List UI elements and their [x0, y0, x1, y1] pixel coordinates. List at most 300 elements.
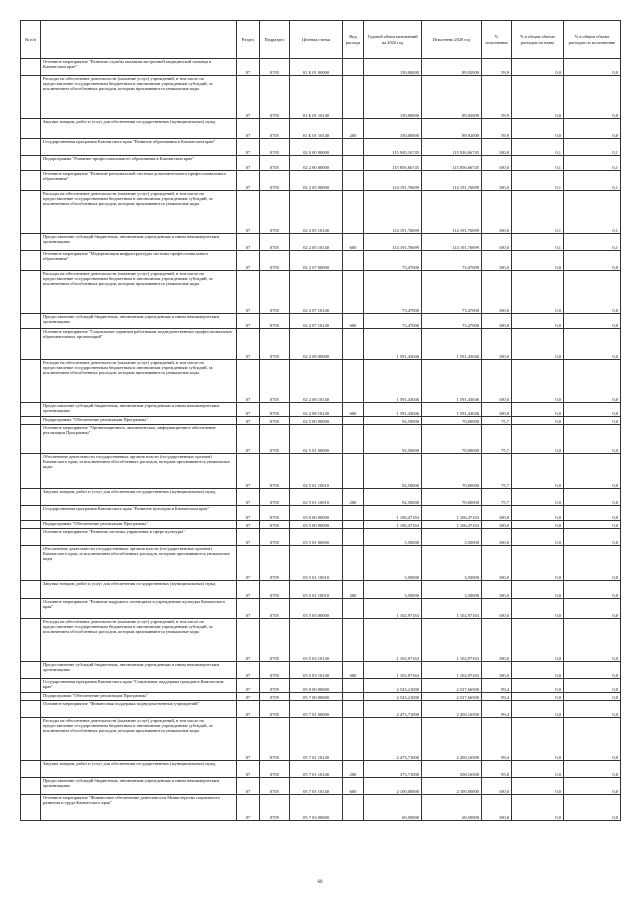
cell-executed: 115 856,66745 [422, 156, 482, 171]
cell-podrazdel: 0705 [260, 662, 290, 679]
cell-annual-plan: 114 191,76699 [364, 191, 422, 234]
cell-executed: 89,92000 [422, 76, 482, 119]
cell-podrazdel: 0705 [260, 718, 290, 761]
cell-razdel: 07 [237, 546, 260, 581]
cell-share-plan: 0,0 [512, 546, 564, 581]
cell-name: Предоставление субсидий бюджетным, автономным учреждениям и иным некоммерческим организациям [41, 778, 237, 795]
table-row [21, 191, 621, 234]
table-row [21, 156, 621, 171]
cell-share-executed: 0,1 [564, 139, 621, 156]
header-expense-type: Вид расхода [343, 21, 364, 59]
cell-num [21, 76, 41, 119]
cell-executed: 1 591,43046 [422, 329, 482, 360]
cell-expense-type [343, 506, 364, 521]
cell-execution-percent: 100,0 [482, 778, 512, 795]
cell-share-executed: 0,0 [564, 718, 621, 761]
cell-podrazdel: 0705 [260, 425, 290, 454]
cell-target-article: 01 Б 01 10140 [290, 76, 343, 119]
cell-share-executed: 0,0 [564, 701, 621, 718]
cell-expense-type: 200 [343, 761, 364, 778]
cell-name: Основное мероприятие "Финансовое обеспечение деятельности Министерства социального развития и труда Камчатского края" [41, 795, 237, 821]
cell-podrazdel: 0705 [260, 546, 290, 581]
cell-podrazdel: 0705 [260, 76, 290, 119]
cell-execution-percent: 100,0 [482, 619, 512, 662]
cell-expense-type [343, 619, 364, 662]
cell-target-article: 05 7 01 10140 [290, 761, 343, 778]
cell-expense-type: 600 [343, 403, 364, 417]
cell-share-plan: 0,0 [512, 271, 564, 314]
cell-share-plan: 0,0 [512, 59, 564, 76]
cell-share-executed: 0,0 [564, 546, 621, 581]
cell-expense-type [343, 251, 364, 271]
cell-share-plan: 0,1 [512, 191, 564, 234]
cell-share-plan: 0,0 [512, 506, 564, 521]
cell-executed: 114 191,76699 [422, 234, 482, 251]
cell-share-plan: 0,0 [512, 778, 564, 795]
cell-share-executed: 0,0 [564, 529, 621, 546]
cell-num [21, 546, 41, 581]
cell-podrazdel: 0705 [260, 271, 290, 314]
cell-razdel: 07 [237, 139, 260, 156]
cell-expense-type [343, 795, 364, 821]
cell-expense-type [343, 529, 364, 546]
cell-target-article: 02 2 07 00000 [290, 251, 343, 271]
cell-target-article: 03 5 01 10010 [290, 581, 343, 599]
table-row [21, 761, 621, 778]
cell-execution-percent: 59,9 [482, 119, 512, 139]
cell-razdel: 07 [237, 662, 260, 679]
cell-share-executed: 0,0 [564, 76, 621, 119]
cell-expense-type: 600 [343, 234, 364, 251]
cell-executed: 70,00000 [422, 454, 482, 489]
table-row [21, 662, 621, 679]
cell-expense-type [343, 718, 364, 761]
cell-execution-percent: 100,0 [482, 360, 512, 403]
cell-target-article: 02 2 05 00000 [290, 171, 343, 191]
cell-share-plan: 0,0 [512, 761, 564, 778]
header-razdel: Раздел [237, 21, 260, 59]
cell-executed: 2 527,66500 [422, 693, 482, 701]
cell-razdel: 07 [237, 59, 260, 76]
header-target-article: Целевая статья [290, 21, 343, 59]
cell-num [21, 271, 41, 314]
cell-annual-plan: 1 591,43046 [364, 329, 422, 360]
cell-share-executed: 0,1 [564, 191, 621, 234]
header-row [21, 21, 621, 59]
cell-name: Основное мероприятие "Социальные гарантии работникам подведомственных профессиональных образовательных организаций" [41, 329, 237, 360]
table-row [21, 619, 621, 662]
cell-razdel: 07 [237, 701, 260, 718]
cell-execution-percent: 100,0 [482, 156, 512, 171]
cell-share-plan: 0,0 [512, 329, 564, 360]
cell-share-executed: 0,0 [564, 599, 621, 619]
cell-annual-plan: 1 102,97163 [364, 619, 422, 662]
table-row [21, 454, 621, 489]
cell-podrazdel: 0705 [260, 795, 290, 821]
cell-podrazdel: 0705 [260, 701, 290, 718]
cell-share-plan: 0,0 [512, 529, 564, 546]
cell-executed: 114 191,76699 [422, 171, 482, 191]
cell-num [21, 171, 41, 191]
cell-expense-type: 600 [343, 314, 364, 329]
cell-razdel: 07 [237, 425, 260, 454]
cell-execution-percent: 75,7 [482, 417, 512, 425]
cell-name: Предоставление субсидий бюджетным, автономным учреждениям и иным некоммерческим организациям [41, 314, 237, 329]
cell-name: Расходы на обеспечение деятельности (оказание услуг) учреждений, в том числе на предоставление государственным бюджетным и автономным учреждениям субсидий, за исключением обособленных расходов, которым присваиваются уникальные коды [41, 619, 237, 662]
header-share-plan: % в общем объеме расходов на плаву [512, 21, 564, 59]
cell-num [21, 425, 41, 454]
cell-expense-type: 200 [343, 489, 364, 506]
cell-executed: 73,47000 [422, 314, 482, 329]
cell-annual-plan: 2 473,71000 [364, 718, 422, 761]
cell-share-executed: 0,0 [564, 271, 621, 314]
cell-target-article: 02 2 07 10140 [290, 271, 343, 314]
cell-share-executed: 0,0 [564, 360, 621, 403]
cell-execution-percent: 100,0 [482, 599, 512, 619]
table-row [21, 59, 621, 76]
cell-annual-plan: 92,50000 [364, 417, 422, 425]
cell-share-plan: 0,0 [512, 718, 564, 761]
cell-share-plan: 0,0 [512, 693, 564, 701]
cell-num [21, 454, 41, 489]
cell-expense-type [343, 271, 364, 314]
cell-executed: 1 102,97163 [422, 599, 482, 619]
cell-target-article: 05 7 00 00000 [290, 693, 343, 701]
cell-expense-type [343, 139, 364, 156]
cell-num [21, 506, 41, 521]
cell-podrazdel: 0705 [260, 679, 290, 693]
cell-executed: 69,50000 [422, 795, 482, 821]
cell-razdel: 07 [237, 795, 260, 821]
cell-share-plan: 0,0 [512, 251, 564, 271]
cell-share-executed: 0,0 [564, 521, 621, 529]
cell-executed: 3,50000 [422, 529, 482, 546]
cell-name: Подпрограмма "Обеспечение реализации Программы" [41, 521, 237, 529]
cell-executed: 1 106,47163 [422, 506, 482, 521]
cell-share-executed: 0,1 [564, 234, 621, 251]
cell-podrazdel: 0705 [260, 761, 290, 778]
cell-name: Предоставление субсидий бюджетным, автономным учреждениям и иным некоммерческим организациям [41, 403, 237, 417]
cell-execution-percent: 100,0 [482, 546, 512, 581]
cell-share-plan: 0,0 [512, 403, 564, 417]
cell-annual-plan: 1 591,43046 [364, 360, 422, 403]
cell-executed: 70,00000 [422, 417, 482, 425]
cell-target-article: 02 2 08 00000 [290, 329, 343, 360]
table-body [21, 59, 621, 821]
cell-execution-percent: 100,0 [482, 795, 512, 821]
cell-expense-type [343, 599, 364, 619]
cell-name: Подпрограмма "Обеспечение реализации Программы" [41, 693, 237, 701]
cell-annual-plan: 1 591,43046 [364, 403, 422, 417]
cell-razdel: 07 [237, 271, 260, 314]
table-row [21, 529, 621, 546]
cell-execution-percent: 100,0 [482, 506, 512, 521]
cell-num [21, 718, 41, 761]
cell-razdel: 07 [237, 314, 260, 329]
cell-razdel: 07 [237, 76, 260, 119]
cell-expense-type [343, 329, 364, 360]
cell-share-executed: 0,0 [564, 403, 621, 417]
cell-target-article: 02 2 00 00000 [290, 156, 343, 171]
table-row [21, 701, 621, 718]
cell-expense-type [343, 521, 364, 529]
cell-execution-percent: 100,0 [482, 329, 512, 360]
cell-razdel: 07 [237, 679, 260, 693]
cell-execution-percent: 99,4 [482, 718, 512, 761]
cell-num [21, 679, 41, 693]
cell-executed: 1 102,97163 [422, 619, 482, 662]
cell-razdel: 07 [237, 761, 260, 778]
cell-num [21, 156, 41, 171]
cell-target-article: 01 Б 01 00000 [290, 59, 343, 76]
cell-num [21, 360, 41, 403]
table-row [21, 271, 621, 314]
cell-share-executed: 0,0 [564, 251, 621, 271]
cell-execution-percent: 100,0 [482, 529, 512, 546]
cell-target-article: 02 2 05 10140 [290, 191, 343, 234]
cell-num [21, 599, 41, 619]
cell-expense-type [343, 417, 364, 425]
cell-share-executed: 0,0 [564, 761, 621, 778]
cell-num [21, 778, 41, 795]
cell-podrazdel: 0705 [260, 529, 290, 546]
cell-target-article: 05 7 01 00000 [290, 701, 343, 718]
cell-execution-percent: 100,0 [482, 314, 512, 329]
cell-num [21, 251, 41, 271]
cell-num [21, 59, 41, 76]
cell-num [21, 403, 41, 417]
cell-executed: 1 102,97163 [422, 662, 482, 679]
cell-share-executed: 0,0 [564, 417, 621, 425]
cell-name: Основное мероприятие "Модернизация инфраструктуры системы профессионального образования" [41, 251, 237, 271]
cell-share-plan: 0,0 [512, 76, 564, 119]
cell-name: Основное мероприятие "Развитие системы управления в сфере культуры" [41, 529, 237, 546]
cell-annual-plan: 1 106,47163 [364, 521, 422, 529]
cell-execution-percent: 100,0 [482, 271, 512, 314]
cell-razdel: 07 [237, 529, 260, 546]
cell-razdel: 07 [237, 599, 260, 619]
cell-podrazdel: 0705 [260, 693, 290, 701]
cell-expense-type [343, 76, 364, 119]
cell-executed: 2 527,66500 [422, 679, 482, 693]
cell-podrazdel: 0705 [260, 360, 290, 403]
cell-name: Предоставление субсидий бюджетным, автономным учреждениям и иным некоммерческим организациям [41, 234, 237, 251]
cell-share-executed: 0,0 [564, 679, 621, 693]
cell-execution-percent: 99,4 [482, 701, 512, 718]
cell-share-executed: 0,0 [564, 59, 621, 76]
cell-target-article: 01 Б 01 10140 [290, 119, 343, 139]
cell-num [21, 761, 41, 778]
cell-num [21, 119, 41, 139]
cell-podrazdel: 0705 [260, 599, 290, 619]
cell-share-plan: 0,1 [512, 139, 564, 156]
cell-target-article: 02 2 07 10140 [290, 314, 343, 329]
cell-annual-plan: 73,47000 [364, 251, 422, 271]
cell-num [21, 795, 41, 821]
cell-target-article: 02 5 00 00000 [290, 417, 343, 425]
cell-annual-plan: 69,50000 [364, 795, 422, 821]
cell-num [21, 234, 41, 251]
cell-execution-percent: 100,0 [482, 234, 512, 251]
cell-share-executed: 0,0 [564, 314, 621, 329]
cell-annual-plan: 150,00000 [364, 119, 422, 139]
cell-share-executed: 0,0 [564, 506, 621, 521]
cell-expense-type [343, 59, 364, 76]
cell-executed: 89,92000 [422, 59, 482, 76]
cell-share-executed: 0,0 [564, 425, 621, 454]
table-row [21, 546, 621, 581]
table-row [21, 329, 621, 360]
cell-expense-type [343, 425, 364, 454]
cell-target-article: 03 5 00 00000 [290, 521, 343, 529]
table-row [21, 251, 621, 271]
cell-target-article: 03 5 03 00000 [290, 599, 343, 619]
cell-annual-plan: 92,50000 [364, 425, 422, 454]
cell-annual-plan: 114 191,76699 [364, 171, 422, 191]
cell-num [21, 314, 41, 329]
cell-razdel: 07 [237, 191, 260, 234]
cell-target-article: 05 7 01 10140 [290, 778, 343, 795]
cell-expense-type [343, 360, 364, 403]
cell-podrazdel: 0705 [260, 778, 290, 795]
cell-target-article: 02 2 08 10140 [290, 360, 343, 403]
cell-annual-plan: 92,50000 [364, 454, 422, 489]
cell-podrazdel: 0705 [260, 234, 290, 251]
cell-name: Основное мероприятие "Развитие региональной системы дополнительного профессионального образования" [41, 171, 237, 191]
cell-executed: 89,92000 [422, 119, 482, 139]
cell-executed: 1 591,43046 [422, 360, 482, 403]
cell-target-article: 03 5 03 10140 [290, 619, 343, 662]
cell-share-plan: 0,0 [512, 679, 564, 693]
cell-share-executed: 0,0 [564, 119, 621, 139]
cell-executed: 3,50000 [422, 581, 482, 599]
cell-num [21, 489, 41, 506]
cell-expense-type [343, 546, 364, 581]
cell-podrazdel: 0705 [260, 581, 290, 599]
cell-share-plan: 0,1 [512, 156, 564, 171]
cell-executed: 358,16500 [422, 761, 482, 778]
cell-target-article: 03 5 01 10010 [290, 546, 343, 581]
cell-target-article: 02 5 01 00000 [290, 425, 343, 454]
cell-execution-percent: 100,0 [482, 139, 512, 156]
cell-annual-plan: 73,47000 [364, 271, 422, 314]
header-execution-percent: % исполнения [482, 21, 512, 59]
table-row [21, 139, 621, 156]
cell-name: Расходы на обеспечение деятельности (оказание услуг) учреждений, в том числе на предоставление государственным бюджетным и автономным учреждениям субсидий, за исключением обособленных расходов, которым присваиваются уникальные коды [41, 360, 237, 403]
cell-name: Закупка товаров, работ и услуг для обеспечения государственных (муниципальных) нужд [41, 489, 237, 506]
cell-share-plan: 0,0 [512, 417, 564, 425]
cell-target-article: 02 2 08 10140 [290, 403, 343, 417]
cell-target-article: 05 7 03 00000 [290, 795, 343, 821]
cell-razdel: 07 [237, 718, 260, 761]
cell-executed: 114 191,76699 [422, 191, 482, 234]
cell-share-executed: 0,0 [564, 619, 621, 662]
cell-razdel: 07 [237, 360, 260, 403]
cell-podrazdel: 0705 [260, 156, 290, 171]
cell-share-executed: 0,1 [564, 171, 621, 191]
cell-razdel: 07 [237, 521, 260, 529]
cell-share-plan: 0,0 [512, 119, 564, 139]
cell-share-executed: 0,1 [564, 156, 621, 171]
cell-executed: 115 926,66745 [422, 139, 482, 156]
cell-num [21, 619, 41, 662]
table-row [21, 489, 621, 506]
cell-share-executed: 0,0 [564, 795, 621, 821]
cell-share-executed: 0,0 [564, 662, 621, 679]
table-row [21, 521, 621, 529]
cell-target-article: 02 5 01 10010 [290, 454, 343, 489]
table-row [21, 506, 621, 521]
table-row [21, 417, 621, 425]
cell-share-plan: 0,0 [512, 521, 564, 529]
cell-podrazdel: 0705 [260, 619, 290, 662]
table-row [21, 76, 621, 119]
cell-share-executed: 0,0 [564, 693, 621, 701]
budget-table-page [20, 20, 620, 821]
cell-name: Подпрограмма "Развитие профессионального образования в Камчатском крае" [41, 156, 237, 171]
cell-num [21, 701, 41, 718]
table-row [21, 778, 621, 795]
cell-share-plan: 0,0 [512, 619, 564, 662]
cell-executed: 73,47000 [422, 251, 482, 271]
cell-razdel: 07 [237, 506, 260, 521]
cell-share-plan: 0,0 [512, 425, 564, 454]
cell-target-article: 02 2 05 10140 [290, 234, 343, 251]
cell-expense-type [343, 693, 364, 701]
cell-expense-type [343, 156, 364, 171]
cell-annual-plan: 150,00000 [364, 59, 422, 76]
cell-podrazdel: 0705 [260, 59, 290, 76]
cell-num [21, 139, 41, 156]
cell-annual-plan: 2 543,21000 [364, 693, 422, 701]
cell-share-plan: 0,0 [512, 795, 564, 821]
cell-podrazdel: 0705 [260, 506, 290, 521]
table-row [21, 403, 621, 417]
cell-podrazdel: 0705 [260, 191, 290, 234]
cell-execution-percent: 95,8 [482, 761, 512, 778]
cell-execution-percent: 100,0 [482, 171, 512, 191]
cell-expense-type: 600 [343, 662, 364, 679]
cell-podrazdel: 0705 [260, 403, 290, 417]
cell-share-plan: 0,1 [512, 234, 564, 251]
cell-execution-percent: 100,0 [482, 403, 512, 417]
cell-name: Закупка товаров, работ и услуг для обеспечения государственных (муниципальных) нужд [41, 119, 237, 139]
cell-num [21, 693, 41, 701]
cell-podrazdel: 0705 [260, 119, 290, 139]
cell-share-plan: 0,0 [512, 701, 564, 718]
cell-name: Расходы на обеспечение деятельности (оказание услуг) учреждений, в том числе на предоставление государственным бюджетным и автономным учреждениям субсидий, за исключением обособленных расходов, которым присваиваются уникальные коды [41, 718, 237, 761]
cell-execution-percent: 75,7 [482, 489, 512, 506]
cell-execution-percent: 75,7 [482, 454, 512, 489]
header-name [41, 21, 237, 59]
cell-expense-type [343, 191, 364, 234]
cell-expense-type [343, 701, 364, 718]
cell-podrazdel: 0705 [260, 521, 290, 529]
cell-target-article: 03 5 01 00000 [290, 529, 343, 546]
cell-annual-plan: 3,50000 [364, 529, 422, 546]
cell-num [21, 191, 41, 234]
cell-name: Основное мероприятие "Развитие кадрового потенциала в учреждениях культуры Камчатского края" [41, 599, 237, 619]
cell-num [21, 521, 41, 529]
header-num: № п/п [21, 21, 41, 59]
table-row [21, 425, 621, 454]
cell-executed: 2 458,16500 [422, 718, 482, 761]
cell-name: Обеспечение деятельности государственных органов власти (государственных органов) Камчатского края, за исключением обособленных расходов, которым присваиваются уникальные коды [41, 454, 237, 489]
header-podrazdel: Подраздел [260, 21, 290, 59]
page-number: 60 [317, 880, 323, 885]
cell-razdel: 07 [237, 489, 260, 506]
cell-expense-type [343, 171, 364, 191]
